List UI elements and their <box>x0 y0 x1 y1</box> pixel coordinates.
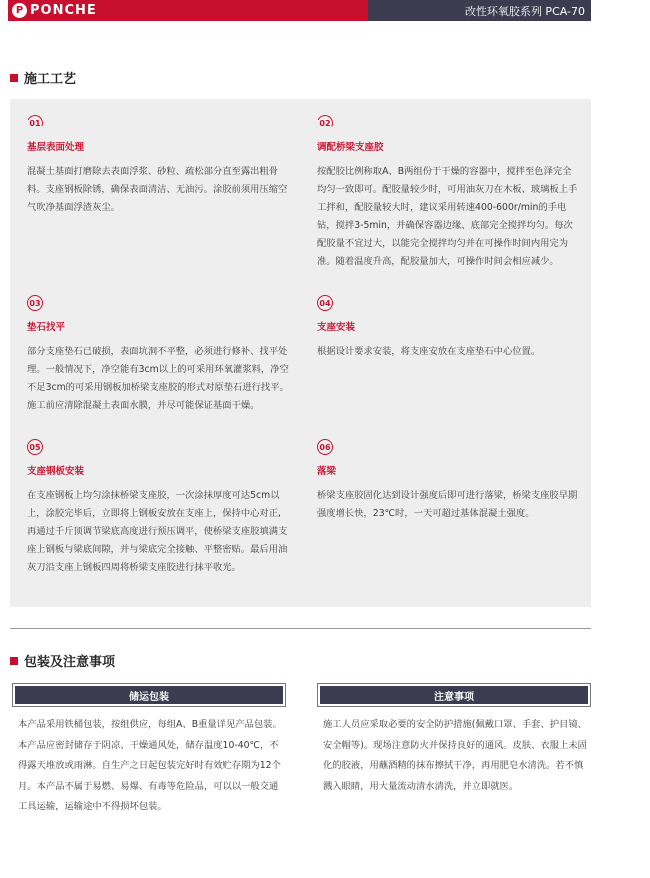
product-series: 改性环氧胶系列 PCA-70 <box>368 0 591 21</box>
step-03 <box>27 295 289 415</box>
transport-box <box>12 683 286 818</box>
process-section-heading <box>10 68 76 87</box>
section-divider <box>10 628 591 629</box>
step-title: 支座钢板安装 <box>27 466 85 477</box>
step-number-icon: 01 <box>25 113 46 134</box>
step-title: 基层表面处理 <box>27 142 85 153</box>
step-text: 根据设计要求安装，将支座安放在支座垫石中心位置。 <box>317 346 541 357</box>
step-number-icon: 02 <box>315 113 336 134</box>
top-banner <box>8 0 591 21</box>
step-01 <box>27 115 289 217</box>
step-number-icon: 03 <box>27 295 43 311</box>
notes-box <box>317 683 591 797</box>
square-bullet-icon <box>10 657 18 665</box>
brand-area <box>8 0 368 21</box>
step-title: 调配桥梁支座胶 <box>317 142 384 153</box>
step-04 <box>317 295 579 361</box>
step-number-icon: 04 <box>317 295 333 311</box>
step-06 <box>317 439 579 523</box>
notes-title: 注意事项 <box>317 683 591 707</box>
brand-name: PONCHE <box>30 3 97 18</box>
notes-text: 施工人员应采取必要的安全防护措施(佩戴口罩、手套、护目镜、安全帽等)。现场注意防火并保持良好的通风。皮肤、衣服上未固化的胶液，用蘸酒精的抹布擦拭干净，再用肥皂水清洗。若不慎溅入眼睛，用大量流动清水清洗，并立即就医。 <box>323 719 587 792</box>
step-number-icon: 05 <box>27 439 43 455</box>
step-text: 部分支座垫石已破损，表面坑洞不平整，必须进行修补、找平处理。一般情况下，净空能有3cm以上的可采用环氧灌浆料，净空不足3cm的可采用钢板加桥梁支座胶的形式对原垫石进行找平。施工前应清除混凝土表面水膜，并尽可能保证基面干燥。 <box>27 346 289 411</box>
step-text: 按配胶比例称取A、B两组份于干燥的容器中，搅拌至色泽完全均匀一致即可。配胶量较少时，可用油灰刀在木板、玻璃板上手工拌和，配胶量较大时，建议采用转速400-600r/min的手电钻，搅拌3-5min，并确保容器边缘、底部完全搅拌均匀。每次配胶量不宜过大，以能完全搅拌均匀并在可操作时间内用完为准。随着温度升高，配胶量加大，可操作时间会相应减少。 <box>317 166 578 267</box>
process-panel <box>10 99 591 607</box>
step-02 <box>317 115 579 271</box>
step-title: 支座安装 <box>317 322 356 333</box>
logo-icon: P <box>12 3 27 18</box>
step-text: 在支座钢板上均匀涂抹桥梁支座胶，一次涂抹厚度可达5cm以上，涂胶完毕后，立即将上钢板安放在支座上，保持中心对正,再通过千斤顶调节梁底高度进行预压调平，使桥梁支座胶填满支座上钢板与梁底间隙，并与梁底完全接触、平整密贴。最后用油灰刀沿支座上钢板四周将桥梁支座胶进行抹平收光。 <box>27 490 288 573</box>
step-title: 落梁 <box>317 466 337 477</box>
process-title: 施工工艺 <box>24 72 77 87</box>
transport-title: 储运包装 <box>12 683 286 707</box>
packaging-section-heading <box>10 651 115 670</box>
step-05 <box>27 439 289 577</box>
transport-text: 本产品采用铁桶包装，按组供应，每组A、B重量详见产品包装。本产品应密封储存于阴凉、干燥通风处，储存温度10-40℃，不得露天堆放或雨淋。自生产之日起包装完好时有效贮存期为12个月。本产品不属于易燃、易爆、有毒等危险品，可以以一般交通工具运输，运输途中不得损坏包装。 <box>18 719 282 812</box>
step-title: 垫石找平 <box>27 322 66 333</box>
packaging-title: 包装及注意事项 <box>24 655 116 670</box>
square-bullet-icon <box>10 74 18 82</box>
step-text: 桥梁支座胶固化达到设计强度后即可进行落梁，桥梁支座胶早期强度增长快，23℃时，一天可超过基体混凝土强度。 <box>317 490 578 519</box>
step-number-icon: 06 <box>317 439 333 455</box>
step-text: 混凝土基面打磨除去表面浮浆、砂粒、疏松部分直至露出粗骨料。支座钢板除锈，确保表面清洁、无油污。涂胶前须用压缩空气吹净基面浮渣灰尘。 <box>27 166 288 213</box>
